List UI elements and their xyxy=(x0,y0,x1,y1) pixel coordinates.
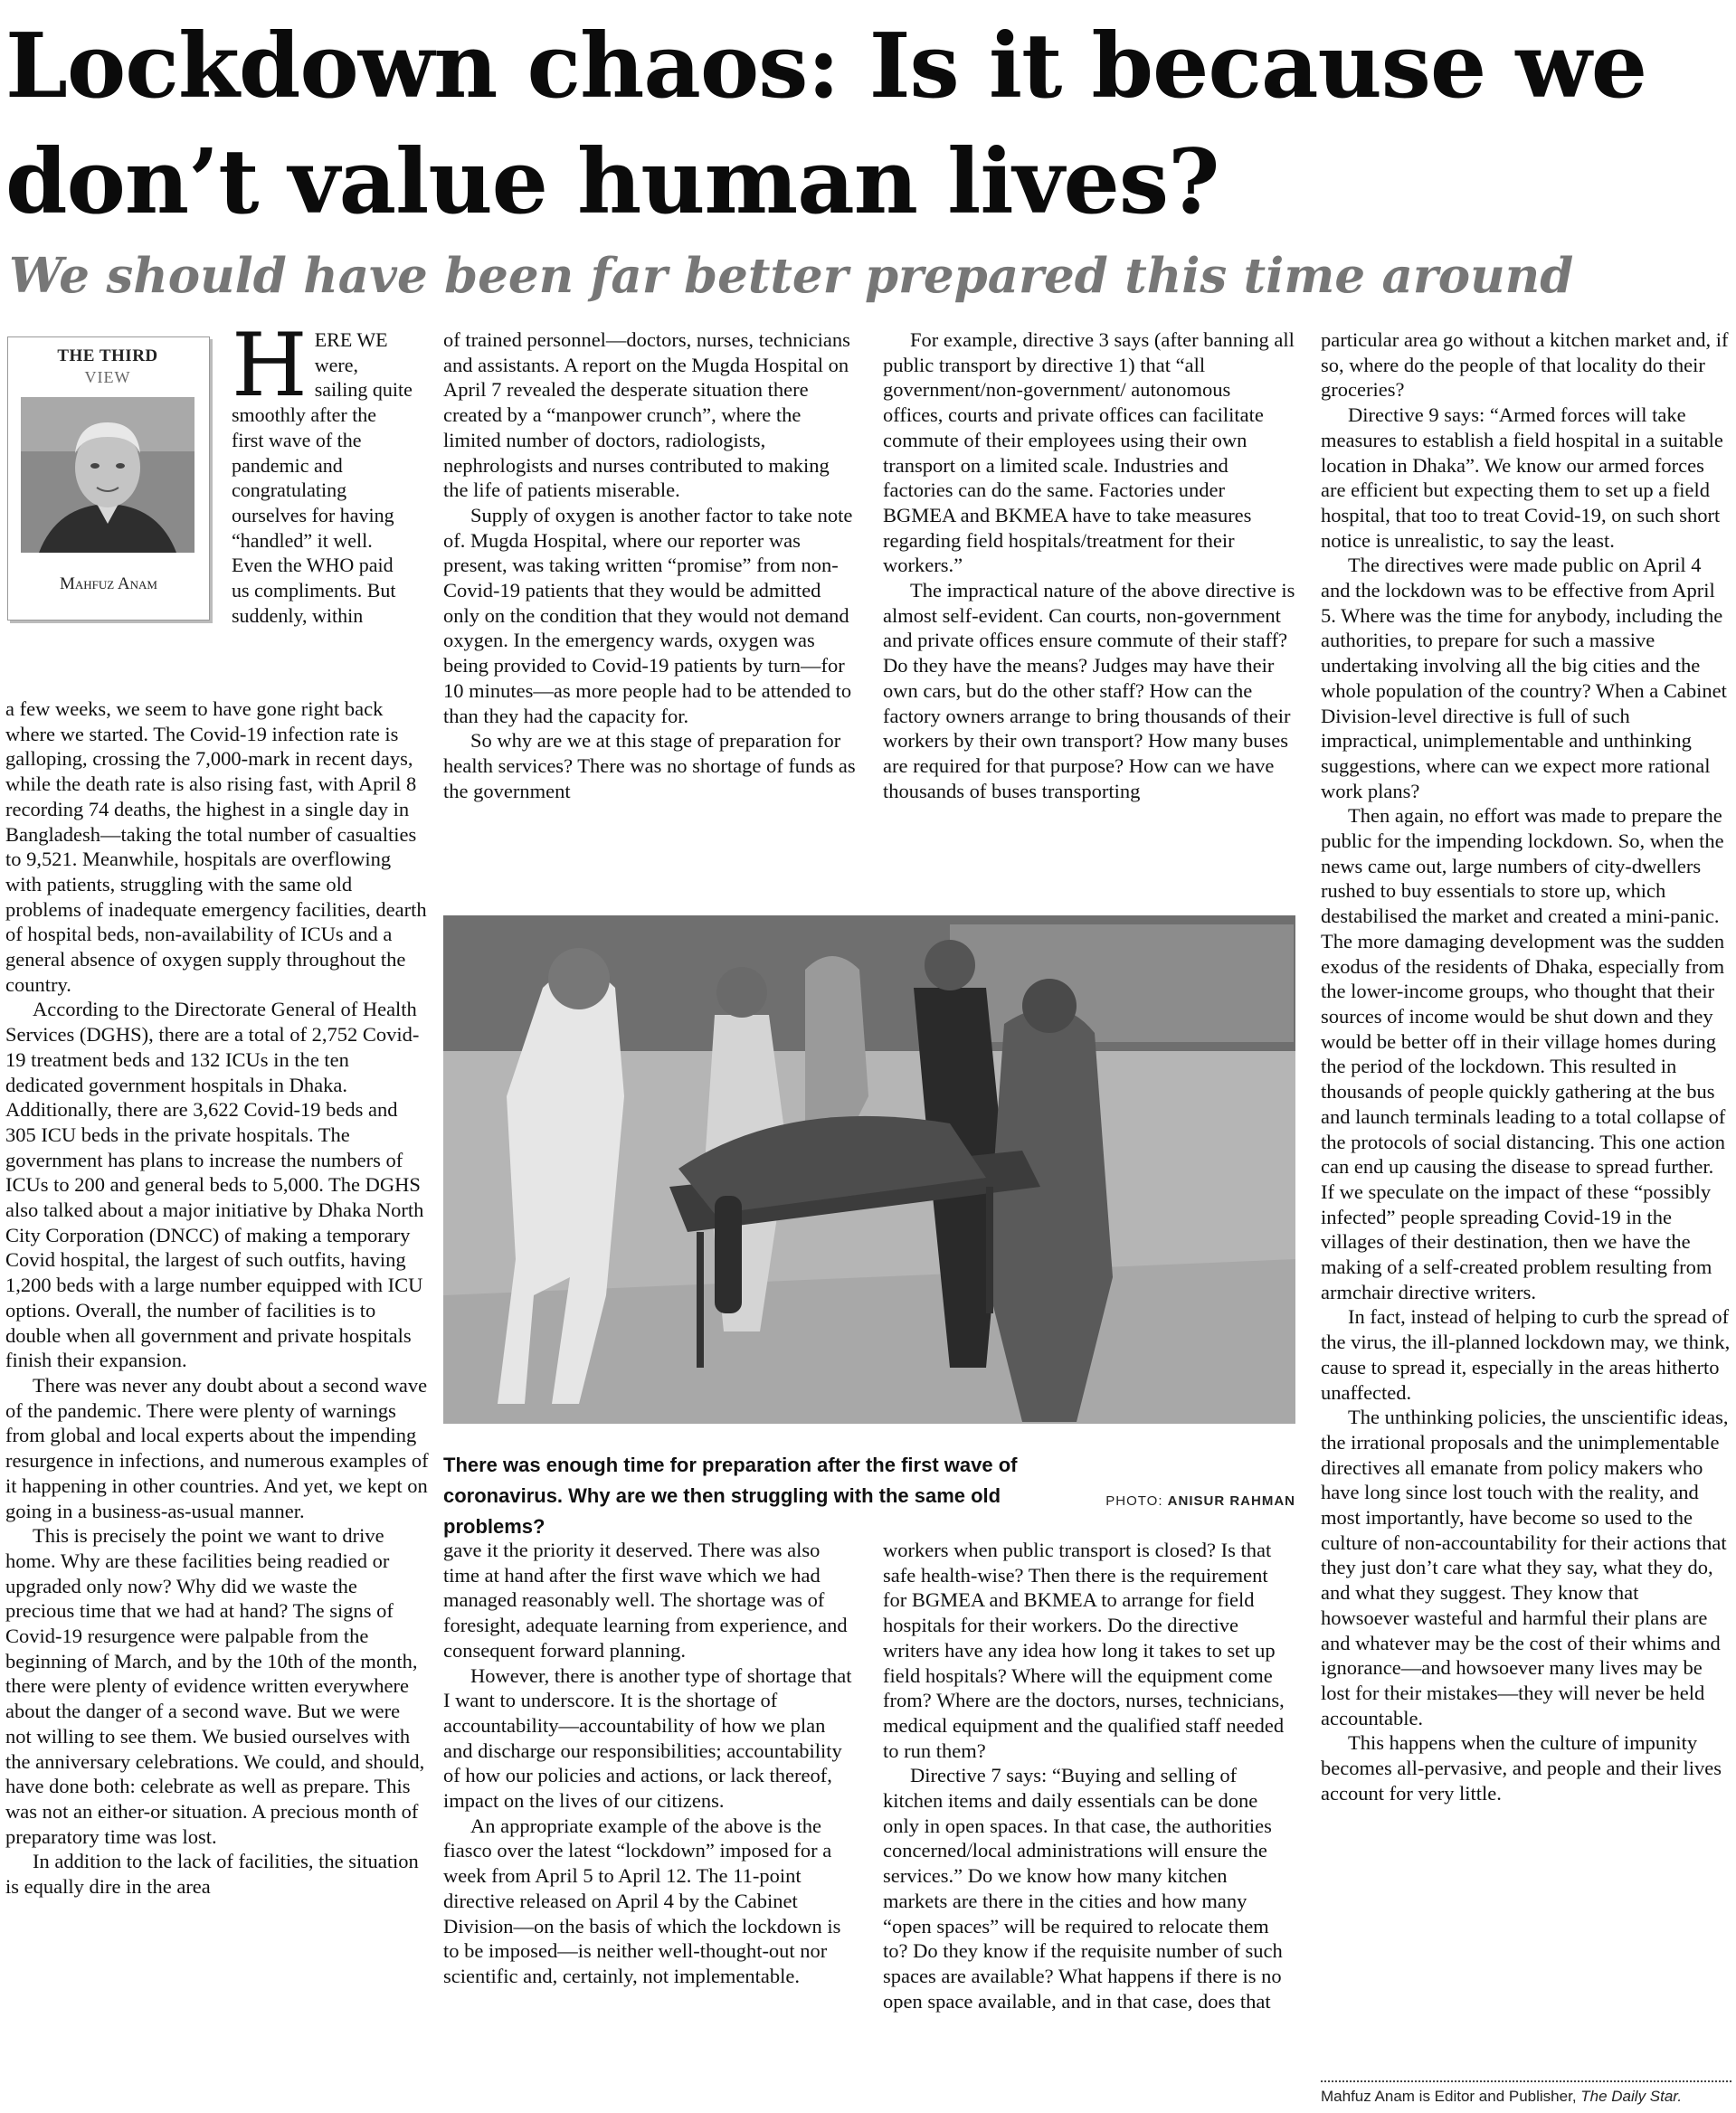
headline: Lockdown chaos: Is it because we don’t value human lives? xyxy=(5,14,1647,234)
paragraph: a few weeks, we seem to have gone right back where we started. The Covid-19 infection rate is galloping, crossing the 7,000-mark in recent days, while the death rate is also rising fast, with April 8 recording 74 deaths, the highest in a single day in Bangladesh—taking the total number of casualties to 9,521. Meanwhile, hospitals are overflowing with patients, struggling with the same old problems of inadequate emergency facilities, dearth of hospital beds, non-availability of ICUs and a general absence of oxygen supply throughout the country. xyxy=(5,697,427,996)
paragraph: of trained personnel—doctors, nurses, technicians and assistants. A report on the Mugda Hospital on April 7 revealed the desperate situation there created by a “manpower crunch”, where the limited number of doctors, radiologists, nephrologists and nurses contributed to making the life of patients miserable. xyxy=(443,328,850,502)
lead-paragraph xyxy=(232,327,413,695)
photo-credit-label: PHOTO: xyxy=(1105,1493,1163,1509)
photo-credit xyxy=(1105,1486,1295,1517)
column-box-author: Mahfuz Anam xyxy=(60,574,157,593)
paragraph: Directive 7 says: “Buying and selling of kitchen items and daily essentials can be done only in open spaces. In that case, the authorities concerned/local administrations will ensure the services.” Do we know how many kitchen markets are there in the cities and how many “open spaces” will be required to relocate them to? Do they know if the requisite number of such spaces are available? What happens if there is no open space available, and in that case, does that xyxy=(883,1764,1283,2013)
column-1 xyxy=(5,696,431,2113)
paragraph: particular area go without a kitchen market and, if so, where do the people of that locality do their groceries? xyxy=(1321,328,1729,402)
paragraph: According to the Directorate General of Health Services (DGHS), there are a total of 2,752 Covid-19 treatment beds and 132 ICUs in the ten dedicated government hospitals in Dhaka. Additionally, there are 3,622 Covid-19 beds and 305 ICU beds in the private hospitals. The government has plans to increase the numbers of ICUs to 200 and general beds to 5,000. The DGHS also talked about a major initiative by Dhaka North City Corporation (DNCC) of making a temporary Covid hospital, the largest of such outfits, having 1,200 beds with a large number equipped with ICU options. Overall, the number of facilities is to double when all government and private hospitals finish their expansion. xyxy=(5,998,424,1372)
paragraph: So why are we at this stage of preparation for health services? There was no shortage of funds as the government xyxy=(443,729,856,802)
subheadline: We should have been far better prepared this time around xyxy=(9,248,1574,304)
column-3-bottom xyxy=(883,1538,1295,2113)
paragraph: workers when public transport is closed? Is that safe health-wise? Then there is the requirement for BGMEA and BKMEA to arrange for field hospitals for their workers. Do the directive writers have any idea how long it takes to set up field hospitals? Where will the equipment come from? Where are the doctors, nurses, technicians, medical equipment and the qualified staff needed to run them? xyxy=(883,1539,1285,1762)
paragraph: An appropriate example of the above is the fiasco over the latest “lockdown” imposed for a week from April 5 to April 12. The 11-point directive released on April 4 by the Cabinet Division—on the basis of which the lockdown is to be imposed—is neither well-thought-out nor scientific and, certainly, not implementable. xyxy=(443,1814,841,1987)
paragraph: In fact, instead of helping to curb the spread of the virus, the ill-planned lockdown may, we think, cause to spread it, especially in the areas hitherto unaffected. xyxy=(1321,1305,1731,1404)
hospital-photo xyxy=(443,915,1295,1424)
paragraph: The directives were made public on April 4 and the lockdown was to be effective from April 5. Where was the time for anybody, including the authorities, to prepare for such a massive undertaking involving all the big cities and the whole population of the country? When a Cabinet Division-level directive is full of such impractical, unimplementable and unthinking suggestions, where can we expect more rational work plans? xyxy=(1321,554,1727,802)
paragraph: There was never any doubt about a second wave of the pandemic. There were plenty of warnings from global and local experts about the impending resurgence in infections, and numerous examples of it happening in other countries. And yet, we kept on going in a business-as-usual manner. xyxy=(5,1373,429,1522)
column-box xyxy=(7,336,210,621)
author-note-publication: The Daily Star. xyxy=(1580,2088,1683,2105)
paragraph: Supply of oxygen is another factor to take note of. Mugda Hospital, where our reporter was present, was taking written “promise” from non-Covid-19 patients that they would be admitted only on the condition that they would not demand oxygen. In the emergency wards, oxygen was being provided to Covid-19 patients by turn—for 10 minutes—as more people had to be attended to than they had the capacity for. xyxy=(443,503,853,727)
author-note xyxy=(1321,2080,1731,2106)
paragraph: Directive 9 says: “Armed forces will take measures to establish a field hospital in a suitable location in Dhaka”. We know our armed forces are efficient but expecting them to set up a field hospital, that too to treat Covid-19, on such short notice is unrealistic, to say the least. xyxy=(1321,403,1723,552)
column-2-bottom xyxy=(443,1538,856,2113)
column-2-top xyxy=(443,327,856,886)
paragraph: In addition to the lack of facilities, the situation is equally dire in the area xyxy=(5,1850,419,1899)
paragraph: The unthinking policies, the unscientific ideas, the irrational proposals and the unimplementable directives all emanate from policy makers who have long since lost touch with the reality, and most importantly, have become so used to the culture of non-accountability for their actions that they just don’t care what they say, what they do, and what they suggest. They know that howsoever wasteful and harmful their plans are and whatever may be the cost of their whims and ignorance—and howsoever many lives may be lost for their mistakes—they will never be held accountable. xyxy=(1321,1406,1729,1729)
lead-first-word: ERE WE xyxy=(314,328,388,351)
paragraph: For example, directive 3 says (after banning all public transport by directive 1) that “all government/non-government/ autonomous offices, courts and private offices can facilitate commute of their employees using their own transport on a limited scale. Industries and factories can do the same. Factories under BGMEA and BKMEA have to take measures regarding field hospitals/treatment for their workers.” xyxy=(883,328,1295,577)
photo-credit-name: ANISUR RAHMAN xyxy=(1167,1493,1295,1509)
paragraph: gave it the priority it deserved. There was also time at hand after the first wave which we had managed reasonably well. The shortage was of foresight, adequate learning from experience, and consequent forward planning. xyxy=(443,1539,848,1662)
column-4 xyxy=(1321,327,1731,2080)
column-box-subtitle: VIEW xyxy=(84,368,131,386)
column-box-title: THE THIRD xyxy=(57,346,158,365)
paragraph: The impractical nature of the above directive is almost self-evident. Can courts, non-government and private offices ensure commute of their staff? Do they have the means? Judges may have their own cars, but do the other staff? How can the factory owners arrange to bring thousands of their workers by their own transport? How many buses are required for that purpose? How can we have thousands of buses transporting xyxy=(883,579,1295,802)
paragraph: This is precisely the point we want to drive home. Why are these facilities being readied or upgraded only now? Why did we waste the precious time that we had at hand? The signs of Covid-19 resurgence were palpable from the beginning of March, and by the 10th of the month, there were plenty of evidence written everywhere about the danger of a second wave. But we were not willing to see them. We busied ourselves with the anniversary celebrations. We could, and should, have done both: celebrate as well as prepare. This was not an either-or situation. A precious month of preparatory time was lost. xyxy=(5,1524,425,1848)
paragraph: This happens when the culture of impunity becomes all-pervasive, and people and their lives account for very little. xyxy=(1321,1731,1722,1805)
paragraph: However, there is another type of shortage that I want to underscore. It is the shortage of accountability—accountability of how we plan and discharge our responsibilities; accountability of how our policies and actions, or lack thereof, impact on the lives of our citizens. xyxy=(443,1663,852,1813)
author-note-text: Mahfuz Anam is Editor and Publisher, xyxy=(1321,2088,1581,2105)
lead-text: were, sailing quite smoothly after the first wave of the pandemic and congratulating ourselves for having “handled” it well. Even the WHO paid us compliments. But suddenly, within xyxy=(232,353,413,627)
photo-caption-block xyxy=(443,1450,1295,1542)
photo-caption: There was enough time for preparation after the first wave of coronavirus. Why are we then struggling with the same old problems? xyxy=(443,1454,1018,1538)
author-portrait xyxy=(21,397,194,553)
paragraph: Then again, no effort was made to prepare the public for the impending lockdown. So, when the news came out, large numbers of city-dwellers rushed to buy essentials to store up, which destabilised the market and created a mini-panic. The more damaging development was the sudden exodus of the residents of Dhaka, especially from the lower-income groups, who thought that their sources of income would be shut down and they would be better off in their village homes during the period of the lockdown. This resulted in thousands of people quickly gathering at the bus and launch terminals leading to a total collapse of the protocols of social distancing. This one action can end up causing the disease to spread further. If we speculate on the impact of these “possibly infected” people spreading Covid-19 in the villages of their destination, then we have the making of a self-created problem resulting from armchair directive writers. xyxy=(1321,804,1726,1303)
column-3-top xyxy=(883,327,1295,886)
drop-cap: H xyxy=(232,327,308,416)
